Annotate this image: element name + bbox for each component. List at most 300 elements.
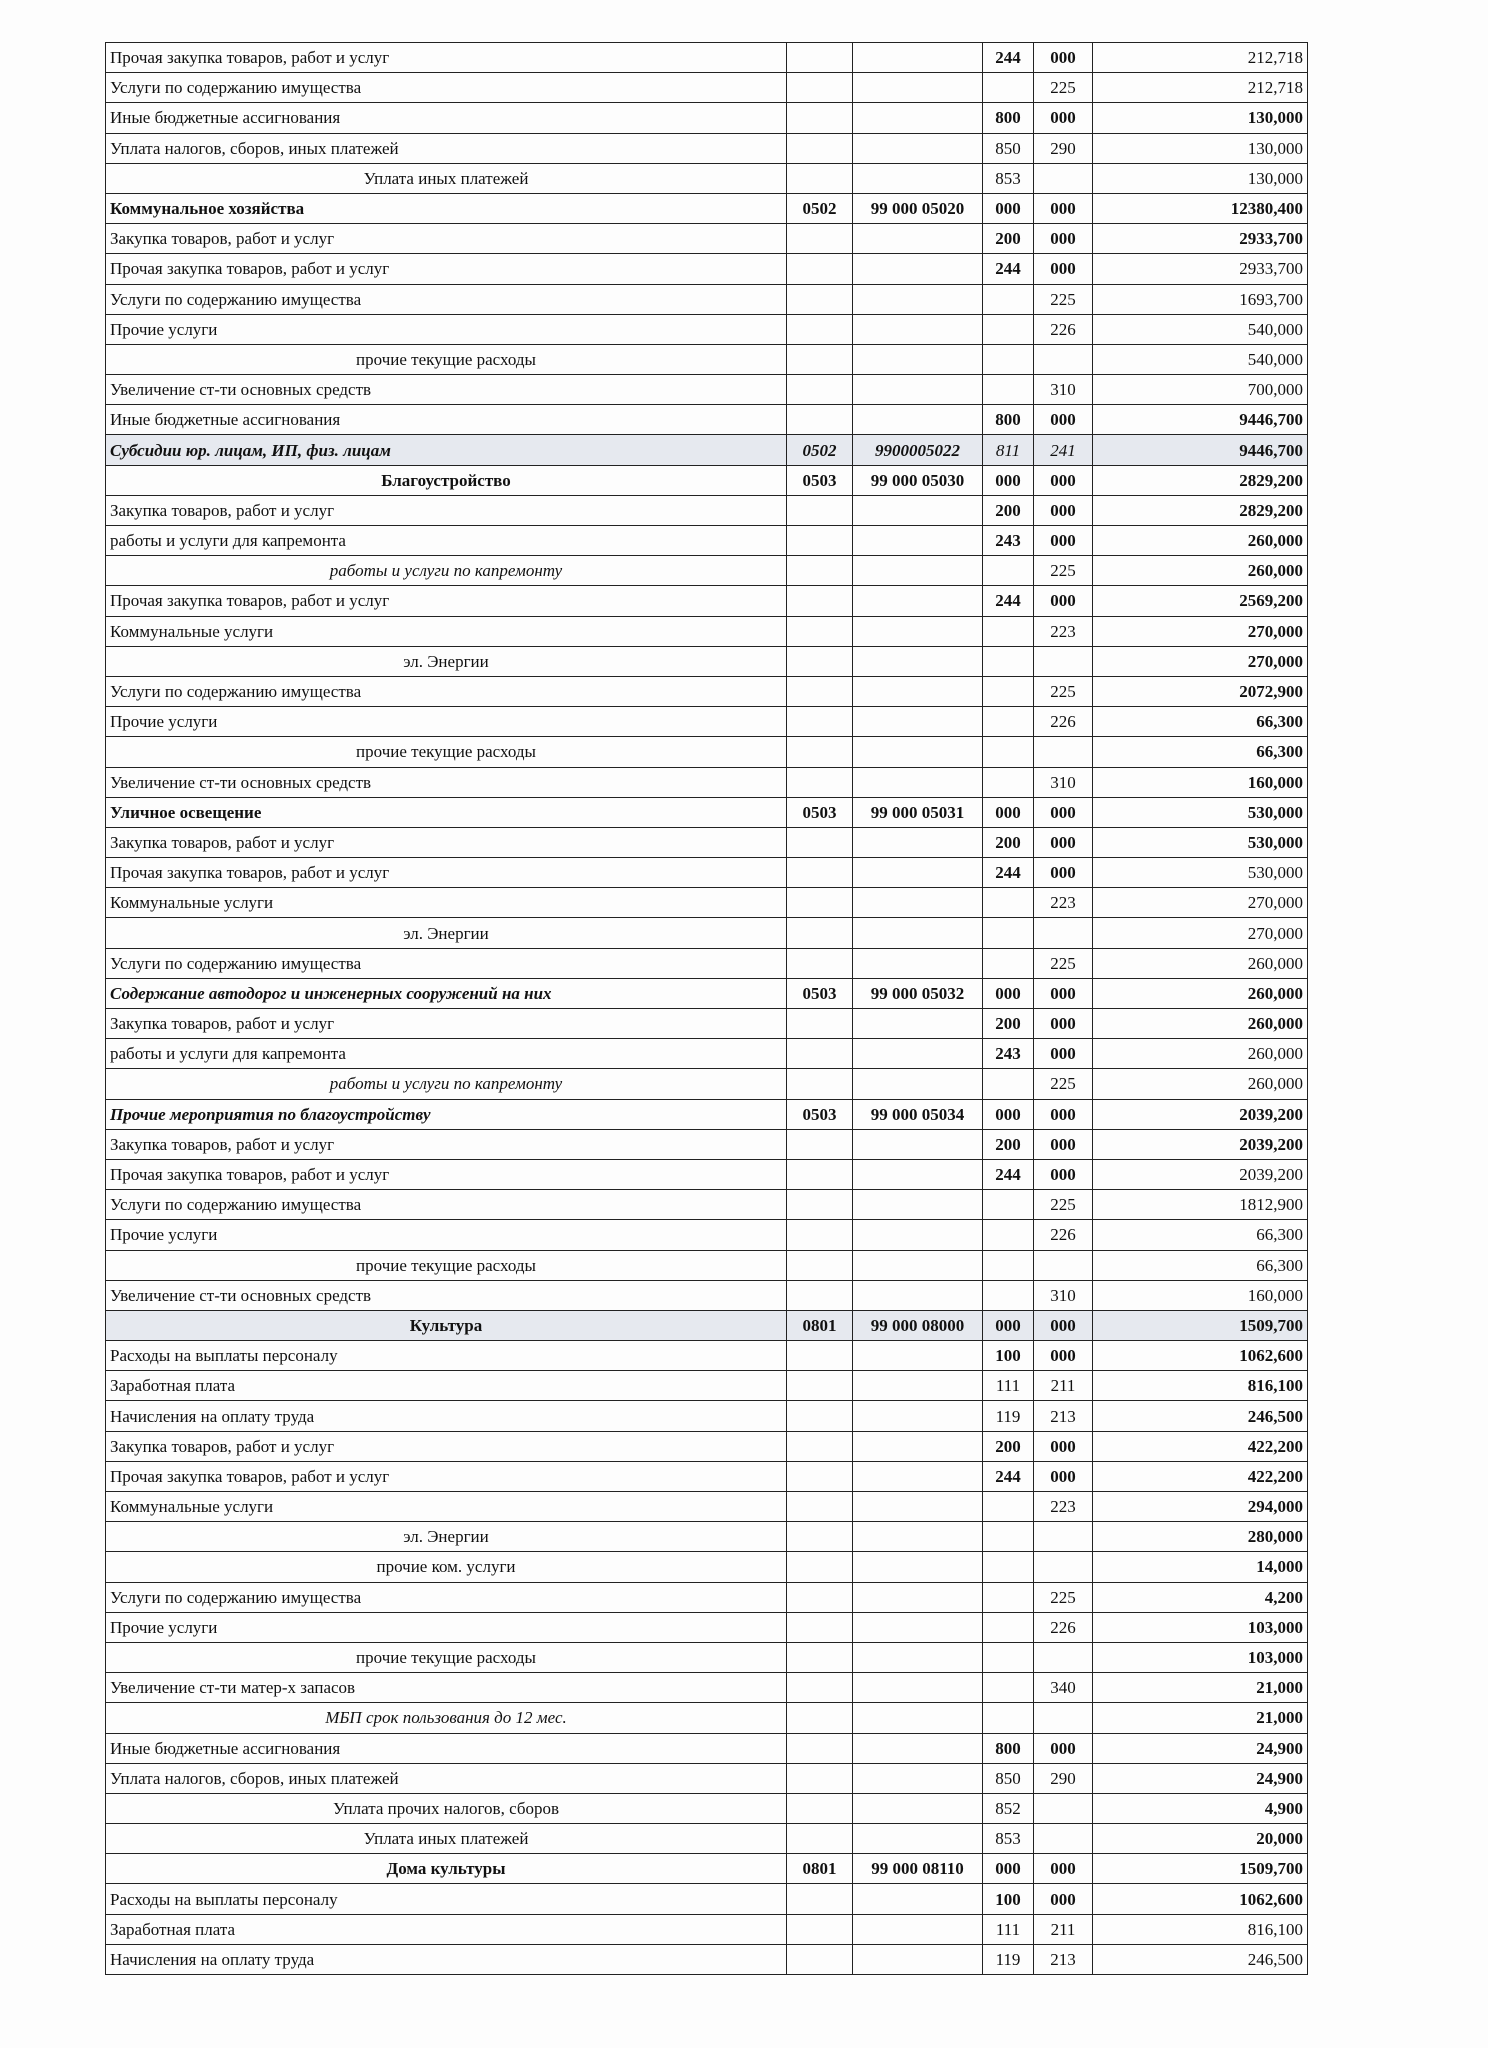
section-code	[787, 1763, 853, 1793]
row-name: Уплата налогов, сборов, иных платежей	[106, 1763, 787, 1793]
section-code: 0503	[787, 978, 853, 1008]
target-article-code	[853, 737, 983, 767]
amount: 2072,900	[1093, 676, 1308, 706]
table-row	[106, 676, 1308, 706]
amount: 212,718	[1093, 73, 1308, 103]
amount: 2829,200	[1093, 495, 1308, 525]
kosgu-code: 000	[1034, 43, 1093, 73]
table-row	[106, 1492, 1308, 1522]
expense-type-code: 244	[983, 254, 1034, 284]
row-name: Уличное освещение	[106, 797, 787, 827]
kosgu-code: 225	[1034, 284, 1093, 314]
row-name: Коммунальное хозяйства	[106, 193, 787, 223]
expense-type-code	[983, 314, 1034, 344]
amount: 1062,600	[1093, 1341, 1308, 1371]
kosgu-code: 000	[1034, 1099, 1093, 1129]
kosgu-code: 000	[1034, 254, 1093, 284]
kosgu-code	[1034, 1642, 1093, 1672]
section-code: 0503	[787, 465, 853, 495]
row-name: Дома культуры	[106, 1854, 787, 1884]
table-row	[106, 1673, 1308, 1703]
amount: 260,000	[1093, 948, 1308, 978]
section-code	[787, 1522, 853, 1552]
expense-type-code	[983, 1280, 1034, 1310]
expense-type-code: 200	[983, 1431, 1034, 1461]
amount: 422,200	[1093, 1431, 1308, 1461]
target-article-code	[853, 1492, 983, 1522]
section-code	[787, 676, 853, 706]
kosgu-code: 225	[1034, 1582, 1093, 1612]
table-row	[106, 43, 1308, 73]
table-row	[106, 1914, 1308, 1944]
kosgu-code: 226	[1034, 314, 1093, 344]
target-article-code	[853, 163, 983, 193]
section-code	[787, 1552, 853, 1582]
expense-type-code: 200	[983, 224, 1034, 254]
kosgu-code: 226	[1034, 1220, 1093, 1250]
target-article-code: 99 000 05032	[853, 978, 983, 1008]
section-code	[787, 1914, 853, 1944]
kosgu-code	[1034, 737, 1093, 767]
table-row	[106, 1401, 1308, 1431]
expense-type-code	[983, 1522, 1034, 1552]
amount: 2039,200	[1093, 1159, 1308, 1189]
kosgu-code: 000	[1034, 1733, 1093, 1763]
section-code	[787, 1884, 853, 1914]
target-article-code: 99 000 05034	[853, 1099, 983, 1129]
kosgu-code: 223	[1034, 1492, 1093, 1522]
row-name: Расходы на выплаты персоналу	[106, 1341, 787, 1371]
amount: 422,200	[1093, 1461, 1308, 1491]
expense-type-code	[983, 1703, 1034, 1733]
kosgu-code	[1034, 344, 1093, 374]
amount: 260,000	[1093, 1009, 1308, 1039]
expense-type-code: 100	[983, 1884, 1034, 1914]
expense-type-code: 000	[983, 1854, 1034, 1884]
amount: 260,000	[1093, 978, 1308, 1008]
expense-type-code	[983, 918, 1034, 948]
row-name: Заработная плата	[106, 1371, 787, 1401]
table-row	[106, 616, 1308, 646]
section-code	[787, 1793, 853, 1823]
table-row	[106, 827, 1308, 857]
row-name: Закупка товаров, работ и услуг	[106, 1009, 787, 1039]
kosgu-code: 000	[1034, 1310, 1093, 1340]
kosgu-code: 000	[1034, 1854, 1093, 1884]
table-row	[106, 495, 1308, 525]
row-name: Начисления на оплату труда	[106, 1944, 787, 1974]
amount: 24,900	[1093, 1733, 1308, 1763]
expense-type-code	[983, 676, 1034, 706]
kosgu-code	[1034, 1824, 1093, 1854]
kosgu-code: 310	[1034, 375, 1093, 405]
table-row	[106, 1190, 1308, 1220]
target-article-code	[853, 586, 983, 616]
table-row	[106, 284, 1308, 314]
amount: 530,000	[1093, 797, 1308, 827]
expense-type-code: 200	[983, 1009, 1034, 1039]
target-article-code	[853, 556, 983, 586]
section-code	[787, 1280, 853, 1310]
table-row	[106, 103, 1308, 133]
section-code	[787, 1612, 853, 1642]
section-code	[787, 737, 853, 767]
target-article-code	[853, 1824, 983, 1854]
kosgu-code: 000	[1034, 103, 1093, 133]
amount: 2829,200	[1093, 465, 1308, 495]
row-name: Услуги по содержанию имущества	[106, 73, 787, 103]
expense-type-code: 000	[983, 1099, 1034, 1129]
expense-type-code: 853	[983, 1824, 1034, 1854]
target-article-code: 99 000 08110	[853, 1854, 983, 1884]
table-row	[106, 858, 1308, 888]
amount: 270,000	[1093, 646, 1308, 676]
section-code	[787, 314, 853, 344]
expense-type-code	[983, 284, 1034, 314]
row-name: Прочая закупка товаров, работ и услуг	[106, 254, 787, 284]
target-article-code	[853, 1401, 983, 1431]
section-code	[787, 948, 853, 978]
row-name: прочие текущие расходы	[106, 737, 787, 767]
kosgu-code: 223	[1034, 888, 1093, 918]
row-name: прочие текущие расходы	[106, 1642, 787, 1672]
expense-type-code	[983, 1582, 1034, 1612]
kosgu-code: 213	[1034, 1401, 1093, 1431]
section-code	[787, 43, 853, 73]
section-code	[787, 133, 853, 163]
kosgu-code: 213	[1034, 1944, 1093, 1974]
target-article-code	[853, 1733, 983, 1763]
amount: 9446,700	[1093, 405, 1308, 435]
table-row	[106, 1703, 1308, 1733]
amount: 1812,900	[1093, 1190, 1308, 1220]
section-code	[787, 1673, 853, 1703]
amount: 246,500	[1093, 1944, 1308, 1974]
row-name: Прочая закупка товаров, работ и услуг	[106, 1461, 787, 1491]
kosgu-code: 226	[1034, 1612, 1093, 1642]
table-row	[106, 526, 1308, 556]
section-code	[787, 1431, 853, 1461]
target-article-code	[853, 1159, 983, 1189]
amount: 530,000	[1093, 858, 1308, 888]
kosgu-code: 000	[1034, 526, 1093, 556]
expense-type-code: 800	[983, 103, 1034, 133]
amount: 66,300	[1093, 1220, 1308, 1250]
amount: 21,000	[1093, 1673, 1308, 1703]
row-name: Прочие услуги	[106, 1612, 787, 1642]
row-name: Содержание автодорог и инженерных сооружений на них	[106, 978, 787, 1008]
kosgu-code: 310	[1034, 1280, 1093, 1310]
kosgu-code: 226	[1034, 707, 1093, 737]
section-code: 0502	[787, 193, 853, 223]
section-code	[787, 1492, 853, 1522]
table-row	[106, 1069, 1308, 1099]
section-code: 0801	[787, 1310, 853, 1340]
kosgu-code: 000	[1034, 827, 1093, 857]
table-row	[106, 193, 1308, 223]
amount: 24,900	[1093, 1763, 1308, 1793]
section-code	[787, 224, 853, 254]
kosgu-code: 000	[1034, 797, 1093, 827]
table-row	[106, 1793, 1308, 1823]
expense-type-code: 000	[983, 797, 1034, 827]
target-article-code	[853, 1250, 983, 1280]
kosgu-code: 000	[1034, 1461, 1093, 1491]
kosgu-code: 000	[1034, 1129, 1093, 1159]
section-code	[787, 1250, 853, 1280]
section-code	[787, 1069, 853, 1099]
kosgu-code: 000	[1034, 465, 1093, 495]
expense-type-code: 244	[983, 1461, 1034, 1491]
expense-type-code: 811	[983, 435, 1034, 465]
expense-type-code	[983, 948, 1034, 978]
target-article-code	[853, 526, 983, 556]
section-code	[787, 1642, 853, 1672]
amount: 1693,700	[1093, 284, 1308, 314]
amount: 4,900	[1093, 1793, 1308, 1823]
row-name: Уплата налогов, сборов, иных платежей	[106, 133, 787, 163]
amount: 21,000	[1093, 1703, 1308, 1733]
table-row	[106, 556, 1308, 586]
expense-type-code: 119	[983, 1944, 1034, 1974]
section-code	[787, 1129, 853, 1159]
section-code	[787, 375, 853, 405]
expense-type-code	[983, 556, 1034, 586]
table-row	[106, 465, 1308, 495]
table-row	[106, 918, 1308, 948]
amount: 260,000	[1093, 526, 1308, 556]
amount: 270,000	[1093, 888, 1308, 918]
table-row	[106, 767, 1308, 797]
expense-type-code	[983, 737, 1034, 767]
section-code	[787, 103, 853, 133]
section-code	[787, 707, 853, 737]
row-name: Прочие услуги	[106, 314, 787, 344]
target-article-code	[853, 1371, 983, 1401]
target-article-code	[853, 1341, 983, 1371]
target-article-code	[853, 707, 983, 737]
section-code	[787, 827, 853, 857]
expense-type-code: 853	[983, 163, 1034, 193]
amount: 2933,700	[1093, 224, 1308, 254]
table-row	[106, 435, 1308, 465]
row-name: Закупка товаров, работ и услуг	[106, 495, 787, 525]
expense-type-code: 000	[983, 465, 1034, 495]
table-row	[106, 1733, 1308, 1763]
kosgu-code: 225	[1034, 676, 1093, 706]
table-row	[106, 1431, 1308, 1461]
table-row	[106, 1884, 1308, 1914]
row-name: Прочие услуги	[106, 1220, 787, 1250]
amount: 66,300	[1093, 737, 1308, 767]
table-row	[106, 1310, 1308, 1340]
row-name: Уплата иных платежей	[106, 1824, 787, 1854]
section-code	[787, 1159, 853, 1189]
row-name: Прочая закупка товаров, работ и услуг	[106, 43, 787, 73]
kosgu-code: 000	[1034, 495, 1093, 525]
expense-type-code: 111	[983, 1371, 1034, 1401]
kosgu-code	[1034, 1552, 1093, 1582]
target-article-code	[853, 1642, 983, 1672]
row-name: Увеличение ст-ти матер-х запасов	[106, 1673, 787, 1703]
table-row	[106, 73, 1308, 103]
section-code	[787, 1401, 853, 1431]
expense-type-code: 200	[983, 495, 1034, 525]
target-article-code: 99 000 05031	[853, 797, 983, 827]
row-name: Прочая закупка товаров, работ и услуг	[106, 586, 787, 616]
amount: 130,000	[1093, 133, 1308, 163]
section-code	[787, 1944, 853, 1974]
amount: 816,100	[1093, 1914, 1308, 1944]
table-row	[106, 1039, 1308, 1069]
budget-table	[105, 42, 1308, 1975]
target-article-code	[853, 948, 983, 978]
section-code	[787, 888, 853, 918]
table-row	[106, 163, 1308, 193]
target-article-code	[853, 1884, 983, 1914]
expense-type-code	[983, 1190, 1034, 1220]
row-name: эл. Энергии	[106, 646, 787, 676]
row-name: прочие ком. услуги	[106, 1552, 787, 1582]
expense-type-code	[983, 1069, 1034, 1099]
expense-type-code	[983, 1673, 1034, 1703]
row-name: прочие текущие расходы	[106, 1250, 787, 1280]
row-name: эл. Энергии	[106, 1522, 787, 1552]
row-name: Закупка товаров, работ и услуг	[106, 1431, 787, 1461]
amount: 1509,700	[1093, 1310, 1308, 1340]
table-row	[106, 375, 1308, 405]
kosgu-code: 000	[1034, 1884, 1093, 1914]
amount: 14,000	[1093, 1552, 1308, 1582]
expense-type-code: 244	[983, 43, 1034, 73]
target-article-code	[853, 1673, 983, 1703]
target-article-code	[853, 344, 983, 374]
amount: 294,000	[1093, 1492, 1308, 1522]
expense-type-code: 243	[983, 526, 1034, 556]
section-code	[787, 1371, 853, 1401]
row-name: Коммунальные услуги	[106, 888, 787, 918]
kosgu-code	[1034, 1703, 1093, 1733]
amount: 9446,700	[1093, 435, 1308, 465]
target-article-code	[853, 1129, 983, 1159]
expense-type-code: 111	[983, 1914, 1034, 1944]
expense-type-code: 000	[983, 1310, 1034, 1340]
expense-type-code	[983, 707, 1034, 737]
section-code	[787, 858, 853, 888]
budget-table-body	[106, 43, 1308, 1975]
target-article-code	[853, 1582, 983, 1612]
expense-type-code: 852	[983, 1793, 1034, 1823]
kosgu-code: 000	[1034, 405, 1093, 435]
row-name: Заработная плата	[106, 1914, 787, 1944]
target-article-code	[853, 375, 983, 405]
amount: 103,000	[1093, 1642, 1308, 1672]
row-name: Услуги по содержанию имущества	[106, 676, 787, 706]
expense-type-code: 119	[983, 1401, 1034, 1431]
kosgu-code: 000	[1034, 1431, 1093, 1461]
table-row	[106, 707, 1308, 737]
kosgu-code: 225	[1034, 948, 1093, 978]
amount: 816,100	[1093, 1371, 1308, 1401]
row-name: Коммунальные услуги	[106, 1492, 787, 1522]
row-name: Иные бюджетные ассигнования	[106, 103, 787, 133]
amount: 2933,700	[1093, 254, 1308, 284]
expense-type-code	[983, 616, 1034, 646]
expense-type-code: 244	[983, 858, 1034, 888]
kosgu-code: 211	[1034, 1371, 1093, 1401]
section-code	[787, 1009, 853, 1039]
expense-type-code	[983, 73, 1034, 103]
section-code	[787, 1733, 853, 1763]
section-code	[787, 1703, 853, 1733]
expense-type-code	[983, 1642, 1034, 1672]
amount: 270,000	[1093, 616, 1308, 646]
row-name: Услуги по содержанию имущества	[106, 948, 787, 978]
table-row	[106, 586, 1308, 616]
amount: 130,000	[1093, 103, 1308, 133]
row-name: Начисления на оплату труда	[106, 1401, 787, 1431]
row-name: Коммунальные услуги	[106, 616, 787, 646]
target-article-code	[853, 827, 983, 857]
expense-type-code	[983, 344, 1034, 374]
target-article-code	[853, 1039, 983, 1069]
target-article-code	[853, 767, 983, 797]
table-row	[106, 1341, 1308, 1371]
row-name: работы и услуги для капремонта	[106, 1039, 787, 1069]
kosgu-code: 225	[1034, 1069, 1093, 1099]
row-name: Прочая закупка товаров, работ и услуг	[106, 1159, 787, 1189]
kosgu-code: 223	[1034, 616, 1093, 646]
row-name: работы и услуги по капремонту	[106, 1069, 787, 1099]
row-name: Увеличение ст-ти основных средств	[106, 375, 787, 405]
expense-type-code: 800	[983, 1733, 1034, 1763]
table-row	[106, 1642, 1308, 1672]
target-article-code	[853, 43, 983, 73]
target-article-code	[853, 1431, 983, 1461]
section-code	[787, 918, 853, 948]
table-row	[106, 1612, 1308, 1642]
target-article-code	[853, 1522, 983, 1552]
row-name: Расходы на выплаты персоналу	[106, 1884, 787, 1914]
amount: 2039,200	[1093, 1099, 1308, 1129]
row-name: Иные бюджетные ассигнования	[106, 1733, 787, 1763]
expense-type-code: 243	[983, 1039, 1034, 1069]
expense-type-code: 200	[983, 827, 1034, 857]
row-name: работы и услуги для капремонта	[106, 526, 787, 556]
expense-type-code	[983, 888, 1034, 918]
target-article-code	[853, 1763, 983, 1793]
target-article-code	[853, 1190, 983, 1220]
expense-type-code	[983, 375, 1034, 405]
kosgu-code	[1034, 163, 1093, 193]
kosgu-code: 000	[1034, 1009, 1093, 1039]
section-code	[787, 526, 853, 556]
amount: 700,000	[1093, 375, 1308, 405]
table-row	[106, 797, 1308, 827]
section-code	[787, 1190, 853, 1220]
amount: 2569,200	[1093, 586, 1308, 616]
amount: 66,300	[1093, 1250, 1308, 1280]
section-code	[787, 767, 853, 797]
target-article-code	[853, 254, 983, 284]
table-row	[106, 1582, 1308, 1612]
table-row	[106, 1522, 1308, 1552]
target-article-code	[853, 314, 983, 344]
target-article-code	[853, 918, 983, 948]
amount: 280,000	[1093, 1522, 1308, 1552]
table-row	[106, 1461, 1308, 1491]
table-row	[106, 405, 1308, 435]
